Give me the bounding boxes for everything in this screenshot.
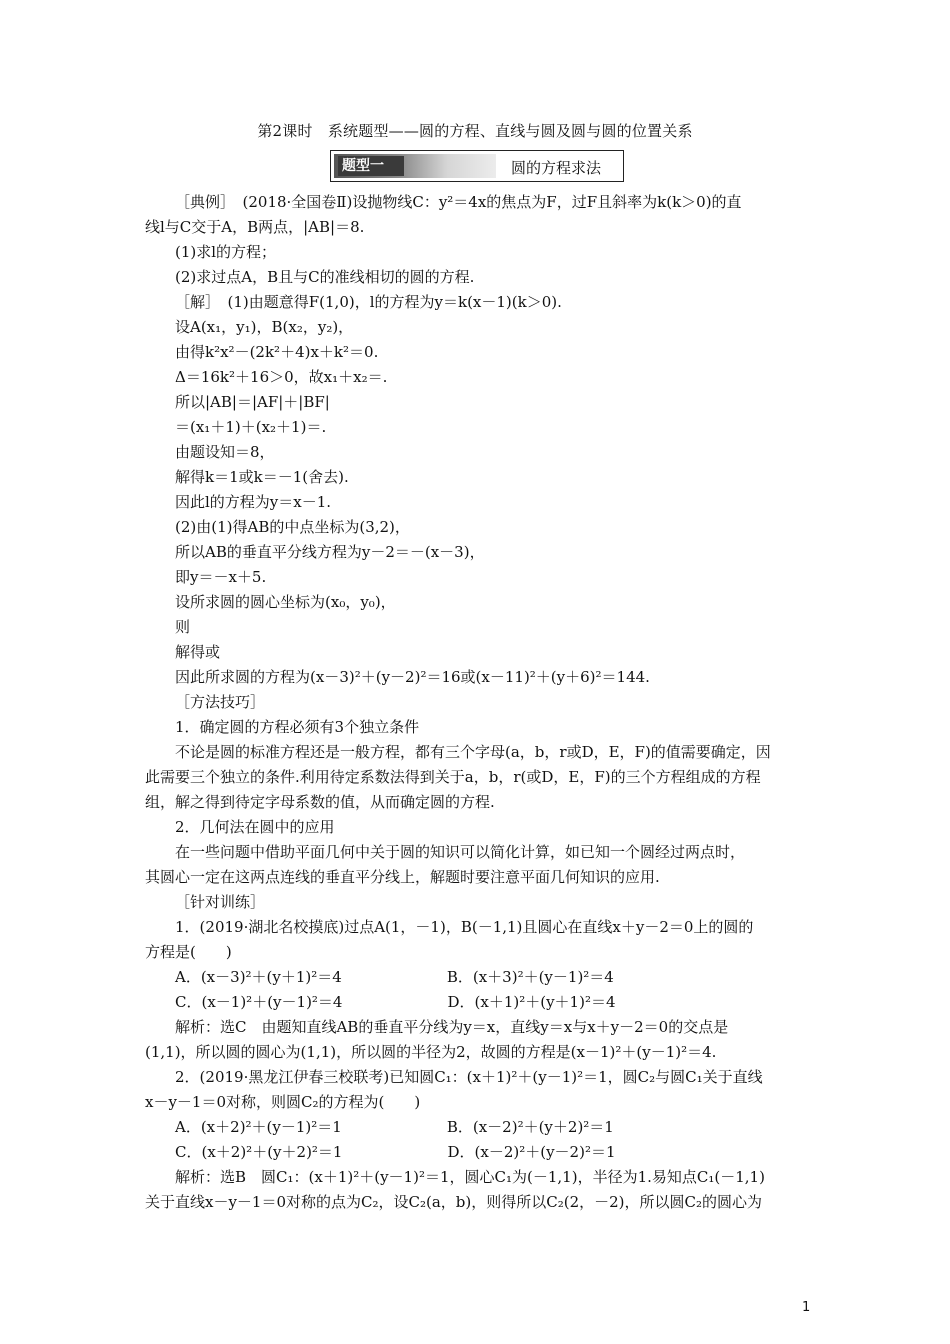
- text-line: 解析：选B 圆C₁：(x＋1)²＋(y－1)²＝1，圆心C₁为(－1,1)，半径为1.易知点C₁(－1,1): [175, 1168, 765, 1186]
- text-line: ［解］ (1)由题意得F(1,0)，l的方程为y＝k(x－1)(k＞0).: [175, 293, 562, 311]
- text-line: (2)求过点A，B且与C的准线相切的圆的方程.: [175, 268, 475, 286]
- text-line: 2．(2019·黑龙江伊春三校联考)已知圆C₁：(x＋1)²＋(y－1)²＝1，圆C₂与圆C₁关于直线: [175, 1068, 763, 1086]
- text-line: (2)由(1)得AB的中点坐标为(3,2)，: [175, 518, 410, 536]
- document-body: [145, 190, 807, 1215]
- topic-tag-label: 题型一: [338, 156, 404, 176]
- text-line: Δ＝16k²＋16＞0，故x₁＋x₂＝.: [175, 368, 388, 386]
- text-line: 不论是圆的标准方程还是一般方程，都有三个字母(a，b，r或D，E，F)的值需要确定，因: [175, 743, 771, 761]
- text-line: 所以AB的垂直平分线方程为y－2＝－(x－3)，: [175, 543, 485, 561]
- text-line: 线l与C交于A，B两点，|AB|＝8.: [145, 218, 365, 236]
- text-line: C．(x＋2)²＋(y＋2)²＝1 D．(x－2)²＋(y－2)²＝1: [175, 1143, 616, 1161]
- text-line: 2．几何法在圆中的应用: [175, 818, 335, 836]
- text-line: ［针对训练］: [175, 893, 266, 911]
- page-title: 第2课时 系统题型——圆的方程、直线与圆及圆与圆的位置关系: [257, 122, 693, 140]
- text-line: 解得k＝1或k＝－1(舍去).: [175, 468, 349, 486]
- page-number: 1: [802, 1300, 811, 1315]
- text-line: ［方法技巧］: [175, 693, 266, 711]
- text-line: 组，解之得到待定字母系数的值，从而确定圆的方程.: [145, 793, 495, 811]
- text-line: ＝(x₁＋1)＋(x₂＋1)＝.: [175, 418, 327, 436]
- topic-tag-banner: [334, 154, 496, 178]
- text-line: A．(x－3)²＋(y＋1)²＝4 B．(x＋3)²＋(y－1)²＝4: [175, 968, 614, 986]
- text-line: 1．确定圆的方程必须有3个独立条件: [175, 718, 420, 736]
- text-line: 解析：选C 由题知直线AB的垂直平分线为y＝x，直线y＝x与x＋y－2＝0的交点是: [175, 1018, 729, 1036]
- text-line: 其圆心一定在这两点连线的垂直平分线上，解题时要注意平面几何知识的应用.: [145, 868, 660, 886]
- topic-header: [330, 150, 624, 182]
- text-line: 此需要三个独立的条件.利用待定系数法得到关于a，b，r(或D，E，F)的三个方程组成的方程: [145, 768, 761, 786]
- text-line: 由得k²x²－(2k²＋4)x＋k²＝0.: [175, 343, 379, 361]
- text-line: 所以|AB|＝|AF|＋|BF|: [175, 393, 330, 411]
- topic-name: 圆的方程求法: [511, 159, 602, 177]
- text-line: x－y－1＝0对称，则圆C₂的方程为( ): [145, 1093, 421, 1111]
- text-line: 解得或: [175, 643, 221, 661]
- text-line: 方程是( ): [145, 943, 232, 961]
- text-line: 因此l的方程为y＝x－1.: [175, 493, 332, 511]
- text-line: ［典例］ (2018·全国卷Ⅱ)设抛物线C：y²＝4x的焦点为F，过F且斜率为k(k＞0)的直: [175, 193, 742, 211]
- text-line: 因此所求圆的方程为(x－3)²＋(y－2)²＝16或(x－11)²＋(y＋6)²＝144.: [175, 668, 650, 686]
- text-line: (1)求l的方程；: [175, 243, 277, 261]
- text-line: 即y＝－x＋5.: [175, 568, 267, 586]
- text-line: 设所求圆的圆心坐标为(x₀，y₀)，: [175, 593, 396, 611]
- text-line: C．(x－1)²＋(y－1)²＝4 D．(x＋1)²＋(y＋1)²＝4: [175, 993, 616, 1011]
- text-line: 1．(2019·湖北名校摸底)过点A(1，－1)，B(－1,1)且圆心在直线x＋y－2＝0上的圆的: [175, 918, 754, 936]
- text-line: 关于直线x－y－1＝0对称的点为C₂，设C₂(a，b)，则得所以C₂(2，－2)，所以圆C₂的圆心为: [145, 1193, 763, 1211]
- text-line: (1,1)，所以圆的圆心为(1,1)，所以圆的半径为2，故圆的方程是(x－1)²＋(y－1)²＝4.: [145, 1043, 717, 1061]
- text-line: A．(x＋2)²＋(y－1)²＝1 B．(x－2)²＋(y＋2)²＝1: [175, 1118, 614, 1136]
- text-line: 设A(x₁，y₁)，B(x₂，y₂)，: [175, 318, 354, 336]
- text-line: 在一些问题中借助平面几何中关于圆的知识可以简化计算，如已知一个圆经过两点时，: [175, 843, 746, 861]
- text-line: 由题设知＝8，: [175, 443, 275, 461]
- text-line: 则: [175, 618, 191, 636]
